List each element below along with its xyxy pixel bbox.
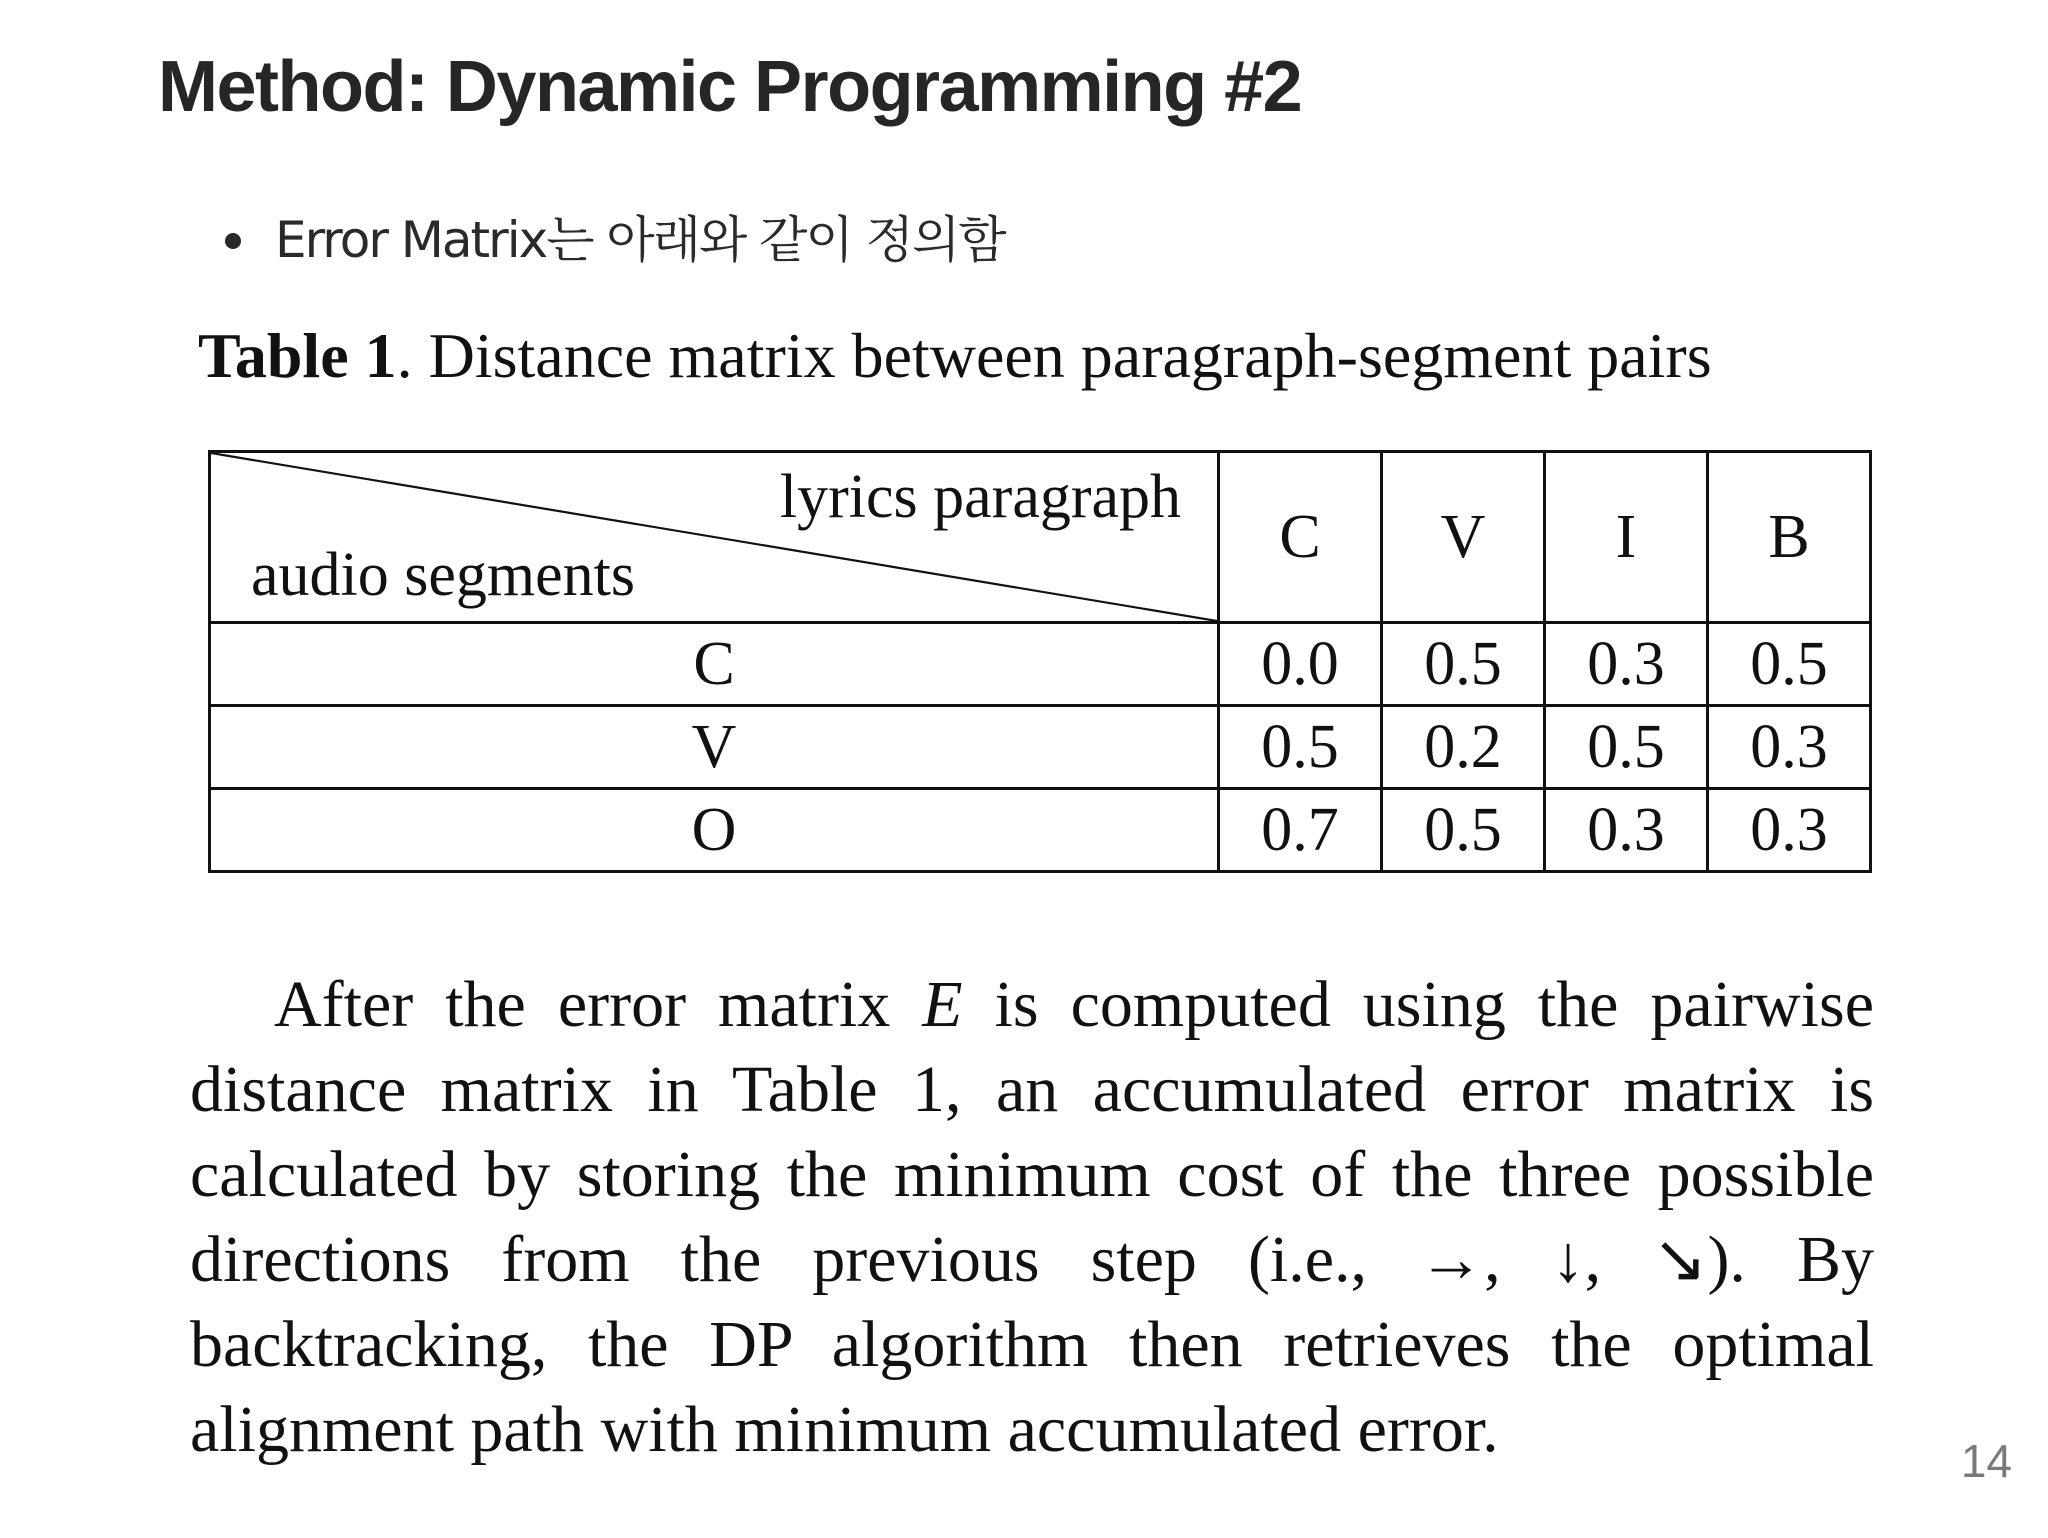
table-row [210, 789, 1871, 872]
table-cell: 0.3 [1708, 706, 1871, 789]
distance-matrix-table [208, 450, 1872, 873]
paragraph-text-rest: is computed using the pairwise distance matrix in Table 1, an accumulated error matrix is calculated by storing the minimum cost of the three possible directions from the previous step (i.e., →, ↓, ↘). By backtracking, the DP algorithm then retrieves the optimal alignment path with minimum accumulated error. [190, 968, 1874, 1466]
table-caption [198, 316, 1712, 396]
bullet-list [223, 205, 1005, 275]
table-cell: 0.5 [1545, 706, 1708, 789]
table-header-row [210, 452, 1871, 623]
table-cell: 0.5 [1219, 706, 1382, 789]
table-cell: 0.2 [1382, 706, 1545, 789]
table-cell: 0.5 [1382, 789, 1545, 872]
table-cell: 0.3 [1708, 789, 1871, 872]
paragraph-text-start: After the error matrix [274, 968, 923, 1041]
column-header: V [1382, 452, 1545, 623]
body-paragraph [190, 962, 1874, 1472]
column-header: C [1219, 452, 1382, 623]
column-axis-label: lyrics paragraph [779, 463, 1181, 531]
table-corner-cell [210, 452, 1219, 623]
table-row [210, 706, 1871, 789]
row-header: V [210, 706, 1219, 789]
table-cell: 0.5 [1382, 623, 1545, 706]
table-cell: 0.3 [1545, 623, 1708, 706]
table-cell: 0.7 [1219, 789, 1382, 872]
slide-title: Method: Dynamic Programming #2 [158, 47, 1302, 127]
table-cell: 0.0 [1219, 623, 1382, 706]
math-symbol-e: E [922, 968, 963, 1041]
table-caption-label: Table 1 [198, 320, 397, 391]
bullet-text: Error Matrix는 아래와 같이 정의함 [275, 211, 1005, 269]
row-axis-label: audio segments [251, 541, 635, 609]
bullet-dot-icon [225, 233, 241, 249]
column-header: I [1545, 452, 1708, 623]
table-cell: 0.3 [1545, 789, 1708, 872]
row-header: O [210, 789, 1219, 872]
table-row [210, 623, 1871, 706]
bullet-item [223, 205, 1005, 275]
row-header: C [210, 623, 1219, 706]
table-caption-text: . Distance matrix between paragraph-segment pairs [396, 320, 1712, 391]
table-cell: 0.5 [1708, 623, 1871, 706]
page-number: 14 [1960, 1435, 2012, 1487]
column-header: B [1708, 452, 1871, 623]
